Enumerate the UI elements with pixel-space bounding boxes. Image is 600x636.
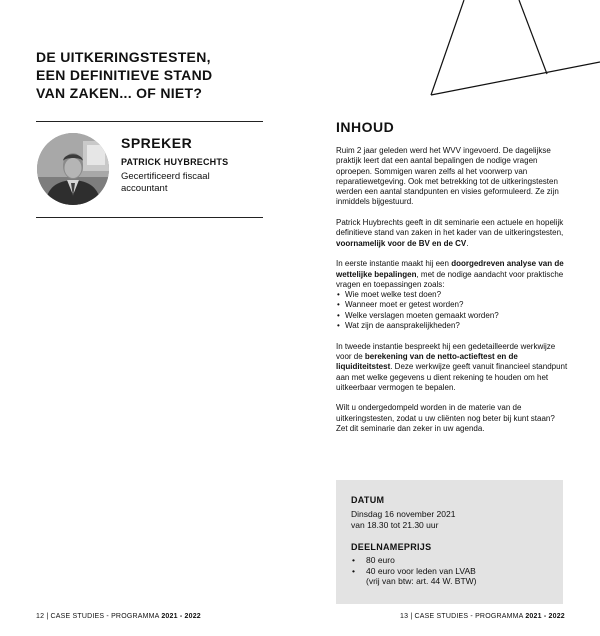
footer-years: 2021 - 2022 [161, 613, 201, 620]
divider [36, 217, 263, 218]
time-value: van 18.30 tot 21.30 uur [351, 520, 439, 530]
date-heading: DATUM [351, 495, 385, 505]
speaker-photo [37, 133, 109, 205]
page-title [36, 48, 276, 102]
speaker-portrait-image [37, 133, 109, 205]
speaker-heading: SPREKER [121, 135, 193, 151]
price-note [351, 576, 556, 587]
price-text: 40 euro voor leden van LVAB [366, 565, 476, 576]
paragraph-text: , met de nodige aandacht voor praktische vragen en toepassingen zoals: [336, 269, 564, 289]
paragraph: Wilt u ondergedompeld worden in de materie van de uitkeringstesten, zodat u uw cliënten nog beter bij kunt staan? Zet dit seminarie dan zeker in uw agenda. [336, 403, 555, 434]
paragraph-text: . [466, 238, 469, 248]
paragraph [336, 342, 568, 393]
list-item: • Wat zijn de aansprakelijkheden? [336, 321, 568, 331]
bullet: • [352, 565, 355, 576]
paragraph-text: In eerste instantie maakt hij een [336, 259, 452, 269]
content-heading: INHOUD [336, 119, 395, 135]
title-line: EEN DEFINITIEVE STAND [36, 67, 213, 83]
paragraph-bold: doorgedreven analyse van de wettelijke bepalingen [336, 259, 564, 279]
price-text: (vrij van btw: art. 44 W. BTW) [366, 576, 477, 586]
footer-text: CASE STUDIES - PROGRAMMA [414, 613, 524, 620]
paragraph-text: In tweede instantie bespreekt hij een gedetailleerde werkwijze voor de [336, 341, 556, 361]
bullet: • [352, 555, 355, 565]
info-box [336, 480, 563, 604]
title-line: DE UITKERINGSTESTEN, [36, 49, 211, 65]
footer-left: 12 | CASE STUDIES - PROGRAMMA 2021 - 2022 [36, 613, 201, 620]
title-line: VAN ZAKEN... OF NIET? [36, 85, 203, 101]
list-item: • Wanneer moet er getest worden? [336, 300, 568, 310]
price-item [351, 555, 556, 566]
page-number: 13 [400, 613, 409, 620]
paragraph [336, 218, 568, 249]
price-heading: DEELNAMEPRIJS [351, 542, 432, 552]
list-item: • Wie moet welke test doen? [336, 290, 568, 300]
speaker-name: PATRICK HUYBRECHTS [121, 157, 229, 167]
price-text: 80 euro [366, 555, 395, 565]
question-list [336, 290, 568, 331]
price-item [351, 566, 556, 577]
paragraph-bold: berekening van de netto-actieftest en de liquiditeitstest [336, 351, 518, 372]
list-item: • Welke verslagen moeten gemaakt worden? [336, 311, 568, 321]
footer-text: CASE STUDIES - PROGRAMMA [50, 613, 160, 620]
date-value: Dinsdag 16 november 2021 [351, 509, 456, 519]
footer-years: 2021 - 2022 [525, 613, 565, 620]
paragraph-text: . Deze werkwijze geeft vanuit financieel standpunt aan met welke gegevens u dient rekening te houden om het uitkeerbaar vermogen te bepalen. [336, 362, 568, 392]
divider [36, 121, 263, 122]
page-number: 12 [36, 613, 45, 620]
content-body [336, 146, 568, 445]
paragraph [336, 259, 568, 290]
footer-right: 13 | CASE STUDIES - PROGRAMMA 2021 - 2022 [400, 613, 565, 620]
paragraph: Ruim 2 jaar geleden werd het WVV ingevoerd. De dagelijkse praktijk leert dat een aantal bepalingen de nodige vragen oproepen. Sommigen waren zelfs al het voorwerp van reparatiewetgeving. Ook met betrekking tot de uitkeringstesten werden een aantal standpunten en visies geformuleerd. Ze zijn inmiddels bijgestuurd. [336, 146, 559, 207]
speaker-role: Gecertificeerd fiscaal accountant [121, 171, 210, 194]
paragraph-text: Patrick Huybrechts geeft in dit seminarie een actuele en hopelijk definitieve stand van zaken in het kader van de uitkeringstesten, [336, 218, 564, 238]
price-list [351, 555, 556, 587]
paragraph-bold: voornamelijk voor de BV en de CV [336, 238, 467, 248]
